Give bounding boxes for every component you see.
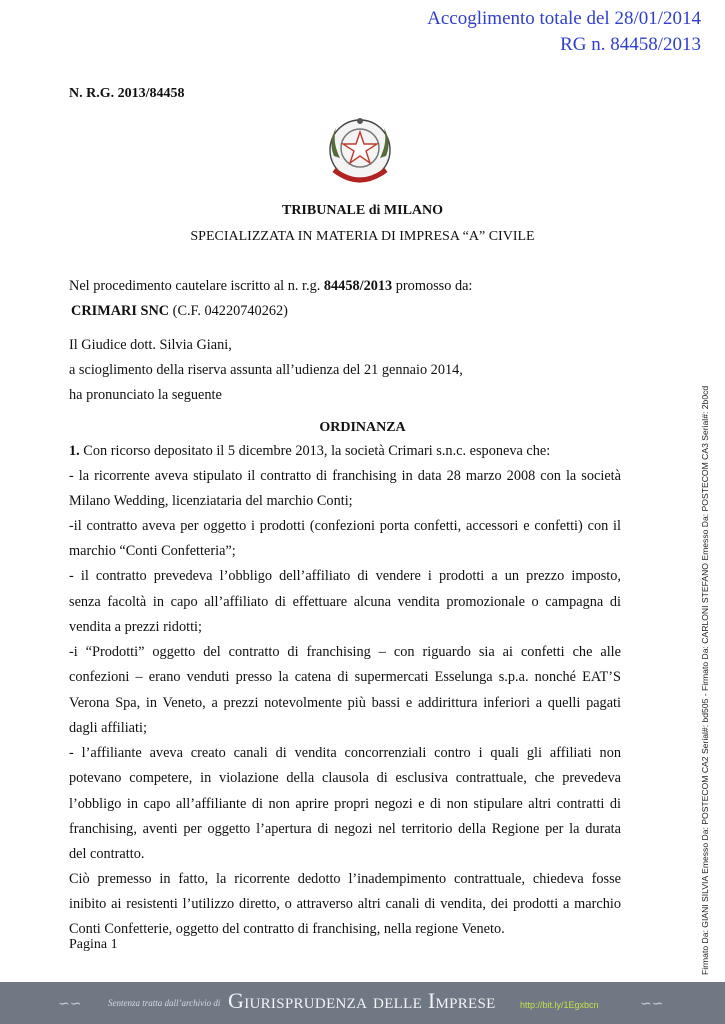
footer-tagline: Sentenza tratta dall’archivio di — [108, 998, 221, 1008]
stamp-outcome: Accoglimento totale del 28/01/2014 — [427, 8, 701, 29]
court-name: TRIBUNALE di MILANO — [281, 203, 444, 218]
body-line: senza facoltà in capo all’affiliato di effettuare alcuna vendita promozionale o campagna di — [69, 594, 621, 610]
body-line: dagli affiliati; — [69, 720, 147, 736]
page-number: Pagina 1 — [69, 937, 118, 952]
paragraph-1-opening: 1. Con ricorso depositato il 5 dicembre 2013, la società Crimari s.n.c. esponeva che: — [69, 443, 551, 459]
body-line: Verona Spa, in Veneto, a prezzi notevolmente più bassi e addirittura inferiori a quelli pagati — [69, 695, 621, 711]
court-section: SPECIALIZZATA IN MATERIA DI IMPRESA “A” CIVILE — [190, 229, 535, 244]
body-line: inibito ai resistenti l’utilizzo diretto, o attraverso altri canali di vendita, dei prodotti a marchio — [69, 896, 621, 912]
pronounced-line: ha pronunciato la seguente — [69, 387, 222, 403]
body-line: -il contratto aveva per oggetto i prodotti (confezioni porta confetti, accessori e confetti) con il — [69, 518, 621, 534]
body-line: vendita a prezzi ridotti; — [69, 619, 202, 635]
footer-banner — [0, 982, 725, 1024]
reserve-line: a scioglimento della riserva assunta all’udienza del 21 gennaio 2014, — [69, 362, 463, 378]
rg-number: N. R.G. 2013/84458 — [69, 86, 185, 101]
body-line: Milano Wedding, licenziataria del marchio Conti; — [69, 493, 353, 509]
swirl-ornament-icon: ∽∽ — [58, 997, 82, 1012]
party-line: CRIMARI SNC (C.F. 04220740262) — [71, 303, 288, 319]
footer-brand: Giurisprudenza delle Imprese — [228, 988, 496, 1013]
body-line: - il contratto prevedeva l’obbligo dell’affiliato di vendere i prodotti a un prezzo imposto, — [69, 568, 621, 584]
body-line: Ciò premesso in fatto, la ricorrente dedotto l’inadempimento contrattuale, chiedeva fosse — [69, 871, 621, 887]
judge-line: Il Giudice dott. Silvia Giani, — [69, 337, 232, 353]
body-line: - la ricorrente aveva stipulato il contratto di franchising in data 28 marzo 2008 con la società — [69, 468, 621, 484]
body-line: Conti Confetterie, oggetto del contratto di franchising, nella regione Veneto. — [69, 921, 505, 937]
body-line: -i “Prodotti” oggetto del contratto di franchising – con riguardo sia ai confetti che alle — [69, 644, 621, 660]
body-line: l’obbligo in capo all’affiliante di non aprire propri negozi e di non stipulare altri contratti di — [69, 796, 621, 812]
ordinanza-title: ORDINANZA — [319, 420, 406, 435]
procedure-line: Nel procedimento cautelare iscritto al n. r.g. 84458/2013 promosso da: — [69, 278, 473, 294]
document-body — [69, 0, 621, 1024]
body-line: confezioni – erano venduti presso la catena di supermercati Esselunga s.p.a. nonché EAT’S — [69, 669, 621, 685]
footer-link[interactable]: http://bit.ly/1Egxbcn — [520, 1000, 599, 1010]
body-line: potevano competere, in violazione della clausola di esclusiva contrattuale, che prevedeva — [69, 770, 621, 786]
stamp-rg-number: RG n. 84458/2013 — [560, 34, 701, 55]
digital-signature-strip: Firmato Da: GIANI SILVIA Emesso Da: POSTECOM CA2 Serial#: bd505 - Firmato Da: CARLONI STEFANO Emesso Da: POSTECOM CA3 Serial#: 2b0cd — [700, 385, 710, 975]
body-line: - l’affiliante aveva creato canali di vendita concorrenziali contro i quali gli affiliati non — [69, 745, 621, 761]
swirl-ornament-icon: ∽∽ — [640, 997, 664, 1012]
body-line: del contratto. — [69, 846, 145, 862]
body-line: marchio “Conti Confetteria”; — [69, 543, 236, 559]
body-line: franchising, aventi per oggetto l’apertura di negozi nel territorio della Regione per la durata — [69, 821, 621, 837]
